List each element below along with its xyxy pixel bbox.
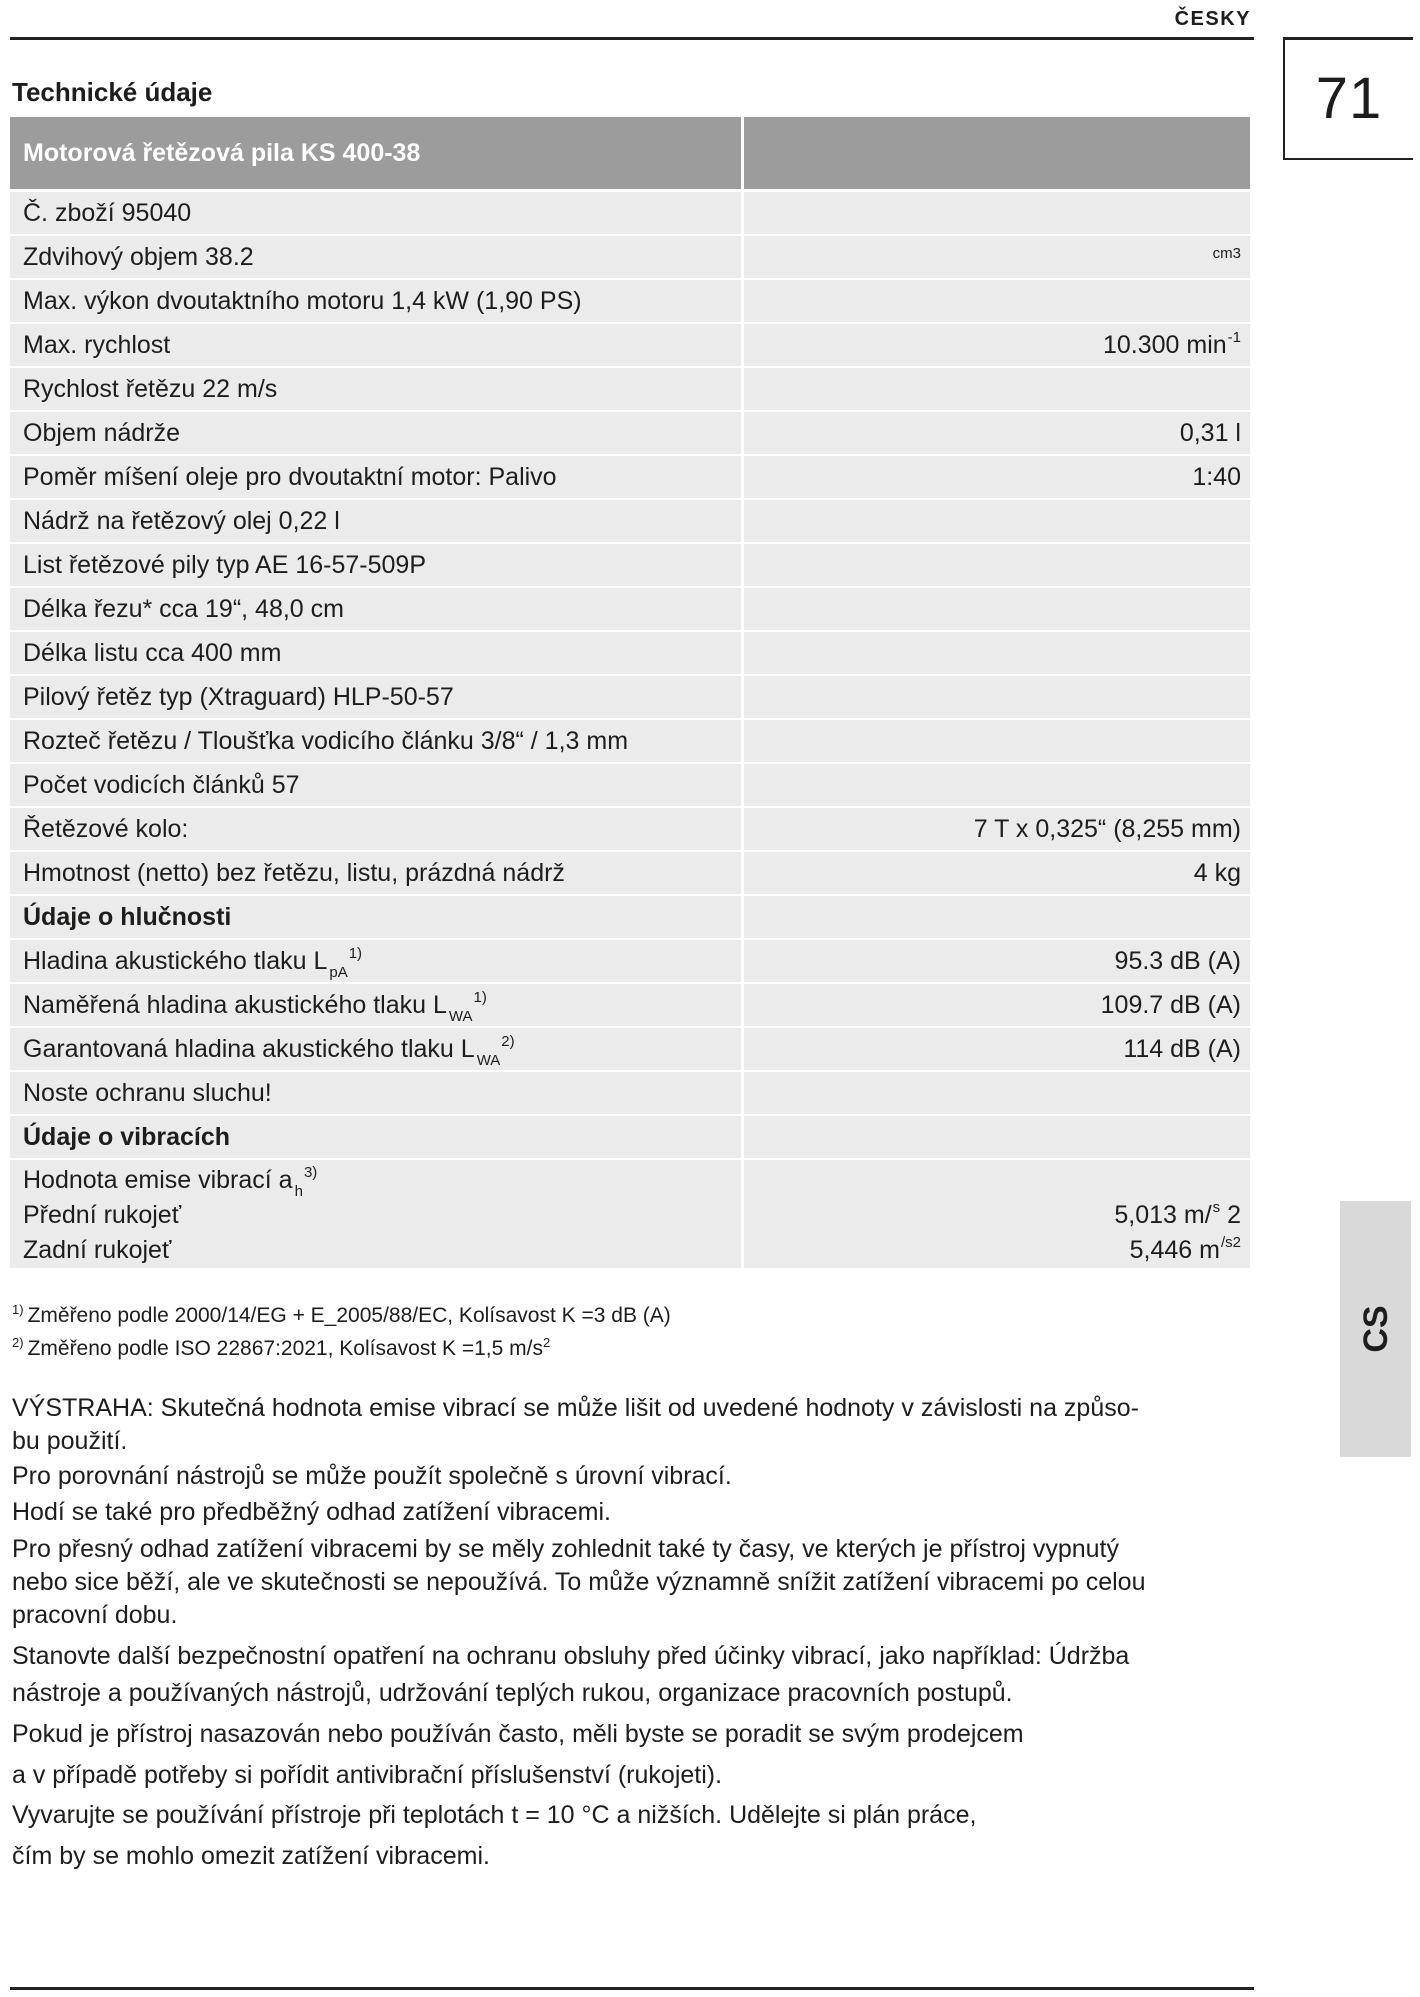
- spec-row: [10, 676, 1250, 718]
- body-text-line: Vyvarujte se používání přístroje při teplotách t = 10 °C a nižších. Udělejte si plán práce,: [12, 1801, 977, 1829]
- spec-row: [10, 500, 1250, 542]
- spec-row: [10, 808, 1250, 850]
- spec-row: [10, 368, 1250, 410]
- spec-table-header-empty: [744, 117, 1250, 189]
- vibration-emission-label: [23, 1163, 741, 1198]
- spec-value: [744, 368, 1250, 410]
- body-text-line: a v případě potřeby si pořídit antivibrační příslušenství (rukojeti).: [12, 1761, 723, 1789]
- spec-value: [744, 676, 1250, 718]
- body-text-line: nástroje a používaných nástrojů, udržování teplých rukou, organizace pracovních postupů.: [12, 1679, 1013, 1707]
- spec-value-exponent: -1: [1227, 329, 1241, 346]
- spec-label: Poměr míšení oleje pro dvoutaktní motor: Palivo: [10, 456, 741, 498]
- spec-value: [744, 720, 1250, 762]
- spec-value: [744, 632, 1250, 674]
- spec-value: [744, 1072, 1250, 1114]
- language-side-tab: [1340, 1201, 1411, 1457]
- spec-value: [744, 236, 1250, 278]
- spec-value: 7 T x 0,325“ (8,255 mm): [744, 808, 1250, 850]
- spec-row: [10, 1028, 1250, 1070]
- spec-label-footnote-ref: 3): [303, 1164, 318, 1181]
- footnote-marker: 1): [12, 1302, 24, 1317]
- vibration-labels: [10, 1160, 741, 1268]
- body-text-line: Pro přesný odhad zatížení vibracemi by se měly zohlednit také ty časy, ve kterých je přístroj vypnutý: [12, 1535, 1119, 1563]
- front-handle-label: Přední rukojeť: [23, 1201, 182, 1229]
- section-title: Technické údaje: [12, 77, 213, 107]
- footnote-text: Změřeno podle ISO 22867:2021, Kolísavost K =1,5 m/s: [27, 1337, 543, 1360]
- spec-value: [744, 544, 1250, 586]
- spec-label-footnote-ref: 1): [348, 945, 363, 962]
- spec-label-text: Hodnota emise vibrací a: [23, 1166, 293, 1194]
- footer-rule: [10, 1987, 1254, 1990]
- spec-row: [10, 192, 1250, 234]
- rear-handle-value: [744, 1233, 1241, 1268]
- body-text-line: Pokud je přístroj nasazován nebo používán často, měli byste se poradit se svým prodejcem: [12, 1720, 1024, 1748]
- spec-value-exponent: /s2: [1220, 1234, 1241, 1251]
- spec-value: [744, 1116, 1250, 1158]
- noise-section-heading: Údaje o hlučnosti: [10, 896, 741, 938]
- spec-unit: cm3: [1212, 245, 1241, 262]
- spec-label: Max. výkon dvoutaktního motoru 1,4 kW (1,90 PS): [10, 280, 741, 322]
- spec-value: [744, 896, 1250, 938]
- rear-handle-label: Zadní rukojeť: [23, 1236, 172, 1264]
- spec-row: [10, 324, 1250, 366]
- spec-label: Noste ochranu sluchu!: [10, 1072, 741, 1114]
- spec-label-subscript: h: [294, 1183, 303, 1200]
- spec-row: [10, 720, 1250, 762]
- spec-label: Rychlost řetězu 22 m/s: [10, 368, 741, 410]
- footnote: [12, 1335, 550, 1365]
- body-text-line: pracovní dobu.: [12, 1601, 178, 1629]
- spec-value: [744, 192, 1250, 234]
- spec-row: [10, 1072, 1250, 1114]
- spec-value-text: 10.300 min: [1102, 331, 1227, 359]
- spec-row: [10, 544, 1250, 586]
- footnote-exponent: 2: [542, 1335, 551, 1350]
- spec-value: [744, 588, 1250, 630]
- spec-row: [10, 984, 1250, 1026]
- spec-label: Počet vodicích článků 57: [10, 764, 741, 806]
- language-code: CS: [1356, 1305, 1395, 1353]
- spec-label: Nádrž na řetězový olej 0,22 l: [10, 500, 741, 542]
- spec-value: 109.7 dB (A): [744, 984, 1250, 1026]
- footnote: [12, 1302, 671, 1332]
- spec-value: 114 dB (A): [744, 1028, 1250, 1070]
- spec-label: Č. zboží 95040: [10, 192, 741, 234]
- spec-label: Max. rychlost: [10, 324, 741, 366]
- spec-label-text: Hladina akustického tlaku L: [23, 947, 328, 975]
- spec-row: [10, 236, 1250, 278]
- spec-label: Řetězové kolo:: [10, 808, 741, 850]
- footnote-text: Změřeno podle 2000/14/EG + E_2005/88/EC, Kolísavost K =3 dB (A): [27, 1304, 671, 1327]
- spec-row: [10, 588, 1250, 630]
- vibration-row: [10, 1160, 1250, 1268]
- language-label: ČESKY: [1174, 8, 1251, 30]
- spec-label: Pilový řetěz typ (Xtraguard) HLP-50-57: [10, 676, 741, 718]
- spec-table: [10, 117, 1250, 1268]
- spec-value: 95.3 dB (A): [744, 940, 1250, 982]
- spec-row: [10, 456, 1250, 498]
- vibration-section-heading: Údaje o vibracích: [10, 1116, 741, 1158]
- spec-label-footnote-ref: 2): [501, 1033, 515, 1050]
- front-handle-value: [744, 1198, 1241, 1233]
- vibration-empty-line: [744, 1163, 1241, 1198]
- spec-value: [744, 500, 1250, 542]
- spec-value: 1:40: [744, 456, 1250, 498]
- body-text-line: Pro porovnání nástrojů se může použít společně s úrovní vibrací.: [12, 1462, 732, 1490]
- body-text-line: Hodí se také pro předběžný odhad zatížení vibracemi.: [12, 1498, 611, 1526]
- spec-section-row: [10, 896, 1250, 938]
- spec-section-row: [10, 1116, 1250, 1158]
- footnote-marker: 2): [12, 1335, 24, 1350]
- spec-value: 0,31 l: [744, 412, 1250, 454]
- spec-table-header: [10, 117, 1250, 189]
- spec-value-text: 5,446 m: [1129, 1236, 1220, 1264]
- page-number-box: [1283, 37, 1413, 160]
- spec-value-text: 5,013 m/: [1114, 1201, 1212, 1229]
- spec-label: Rozteč řetězu / Tloušťka vodicího článku 3/8“ / 1,3 mm: [10, 720, 741, 762]
- spec-row: [10, 412, 1250, 454]
- spec-row: [10, 852, 1250, 894]
- spec-value: 4 kg: [744, 852, 1250, 894]
- spec-label: Délka řezu* cca 19“, 48,0 cm: [10, 588, 741, 630]
- spec-label: List řetězové pily typ AE 16-57-509P: [10, 544, 741, 586]
- spec-value-exponent: s: [1212, 1199, 1221, 1216]
- spec-value: [744, 280, 1250, 322]
- spec-row: [10, 764, 1250, 806]
- spec-value-suffix: 2: [1220, 1201, 1241, 1229]
- spec-label: Hmotnost (netto) bez řetězu, listu, prázdná nádrž: [10, 852, 741, 894]
- spec-value: [744, 324, 1250, 366]
- spec-label-subscript: WA: [448, 1008, 473, 1025]
- spec-label-text: Naměřená hladina akustického tlaku L: [23, 991, 447, 1019]
- spec-value: [744, 764, 1250, 806]
- spec-label-footnote-ref: 1): [473, 989, 487, 1006]
- spec-label-subscript: WA: [476, 1052, 501, 1069]
- body-text-line: nebo sice běží, ale ve skutečnosti se nepoužívá. To může významně snížit zatížení vibracemi po celou: [12, 1568, 1146, 1596]
- warning-text-line: bu použití.: [12, 1427, 128, 1455]
- spec-row: [10, 632, 1250, 674]
- spec-label: [10, 984, 741, 1026]
- spec-label: Zdvihový objem 38.2: [10, 236, 741, 278]
- spec-label: [10, 1028, 741, 1070]
- spec-label: Objem nádrže: [10, 412, 741, 454]
- body-text-line: čím by se mohlo omezit zatížení vibracemi.: [12, 1842, 490, 1870]
- spec-label: [10, 940, 741, 982]
- spec-row: [10, 940, 1250, 982]
- vibration-values: [744, 1160, 1250, 1268]
- spec-label-subscript: pA: [329, 964, 348, 981]
- warning-text-line: VÝSTRAHA: Skutečná hodnota emise vibrací se může lišit od uvedené hodnoty v závislosti na způso-: [12, 1394, 1139, 1422]
- body-text-line: Stanovte další bezpečnostní opatření na ochranu obsluhy před účinky vibrací, jako například: Údržba: [12, 1642, 1130, 1670]
- spec-table-title: Motorová řetězová pila KS 400-38: [10, 117, 741, 189]
- header-rule: [10, 37, 1254, 40]
- spec-label: Délka listu cca 400 mm: [10, 632, 741, 674]
- page-number: 71: [1315, 66, 1383, 131]
- spec-label-text: Garantovaná hladina akustického tlaku L: [23, 1035, 475, 1063]
- spec-row: [10, 280, 1250, 322]
